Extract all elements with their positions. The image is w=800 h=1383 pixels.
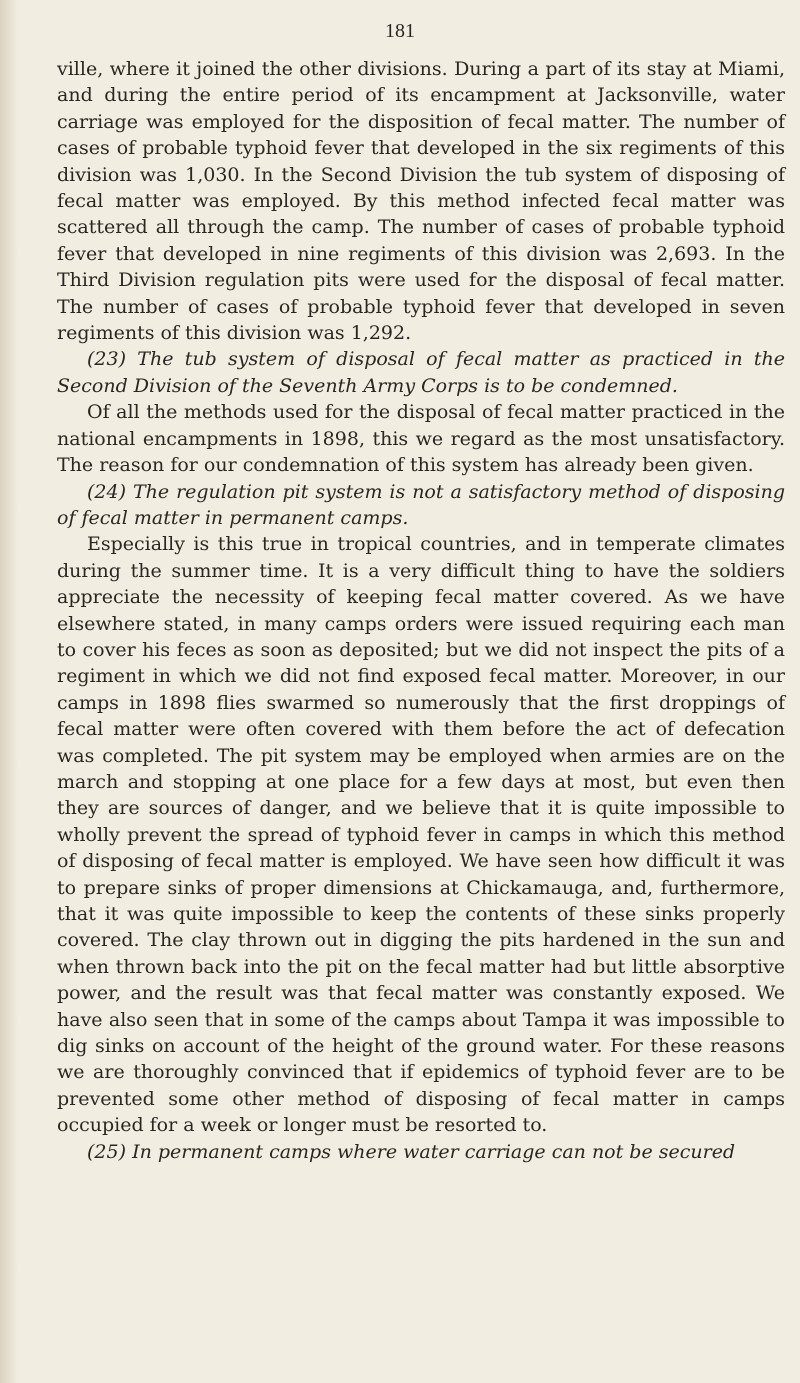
section-heading-24 [57,479,785,532]
heading-text: In permanent camps where water carriage can not be secured [132,1140,736,1163]
heading-text: The regulation pit system is not a satisfactory method of disposing of fecal matter in permanent camps. [57,480,785,529]
heading-number: (25) [87,1140,127,1163]
heading-number: (23) [87,348,127,371]
paragraph: Especially is this true in tropical countries, and in temperate climates during the summer time. It is a very difficult thing to have the soldiers appreciate the necessity of keeping fecal matter covered. As we have elsewhere stated, in many camps orders were issued requiring each man to cover his feces as soon as deposited; but we did not inspect the pits of a regiment in which we did not find exposed fecal matter. Moreover, in our camps in 1898 flies swarmed so numerously that the first droppings of fecal matter were often covered with them before the act of defecation was completed. The pit system may be employed when armies are on the march and stopping at one place for a few days at most, but even then they are sources of danger, and we believe that it is quite impossible to wholly prevent the spread of typhoid fever in camps in which this method of disposing of fecal matter is employed. We have seen how difficult it was to prepare sinks of proper dimensions at Chickamauga, and, furthermore, that it was quite impossible to keep the contents of these sinks properly covered. The clay thrown out in digging the pits hardened in the sun and when thrown back into the pit on the fecal matter had but little absorptive power, and the result was that fecal matter was constantly exposed. We have also seen that in some of the camps about Tampa it was impossible to dig sinks on account of the height of the ground water. For these reasons we are thoroughly convinced that if epidemics of typhoid fever are to be prevented some other method of disposing of fecal matter in camps occupied for a week or longer must be resorted to. [57,533,785,1137]
section-heading-25 [57,1139,785,1165]
paragraph: ville, where it joined the other divisions. During a part of its stay at Miami, and during the entire period of its encampment at Jacksonville, water carriage was employed for the disposition of fecal matter. The number of cases of probable typhoid fever that developed in the six regiments of this division was 1,030. In the Second Division the tub system of disposing of fecal matter was employed. By this method infected fecal matter was scattered all through the camp. The number of cases of probable typhoid fever that developed in nine regiments of this division was 2,693. In the Third Division regulation pits were used for the disposal of fecal matter. The number of cases of probable typhoid fever that developed in seven regiments of this division was 1,292. [57,58,785,345]
page-number: 181 [385,20,415,42]
heading-text: The tub system of disposal of fecal matter as practiced in the Second Division of the Seventh Army Corps is to be condemned. [57,348,786,397]
heading-number: (24) [87,480,127,503]
section-heading-23 [57,346,785,399]
paragraph: Of all the methods used for the disposal of fecal matter practiced in the national encampments in 1898, this we regard as the most unsatisfactory. The reason for our condemnation of this system has already been given. [57,401,785,477]
page-gutter-shadow [0,0,18,1383]
body-text [57,56,785,1165]
